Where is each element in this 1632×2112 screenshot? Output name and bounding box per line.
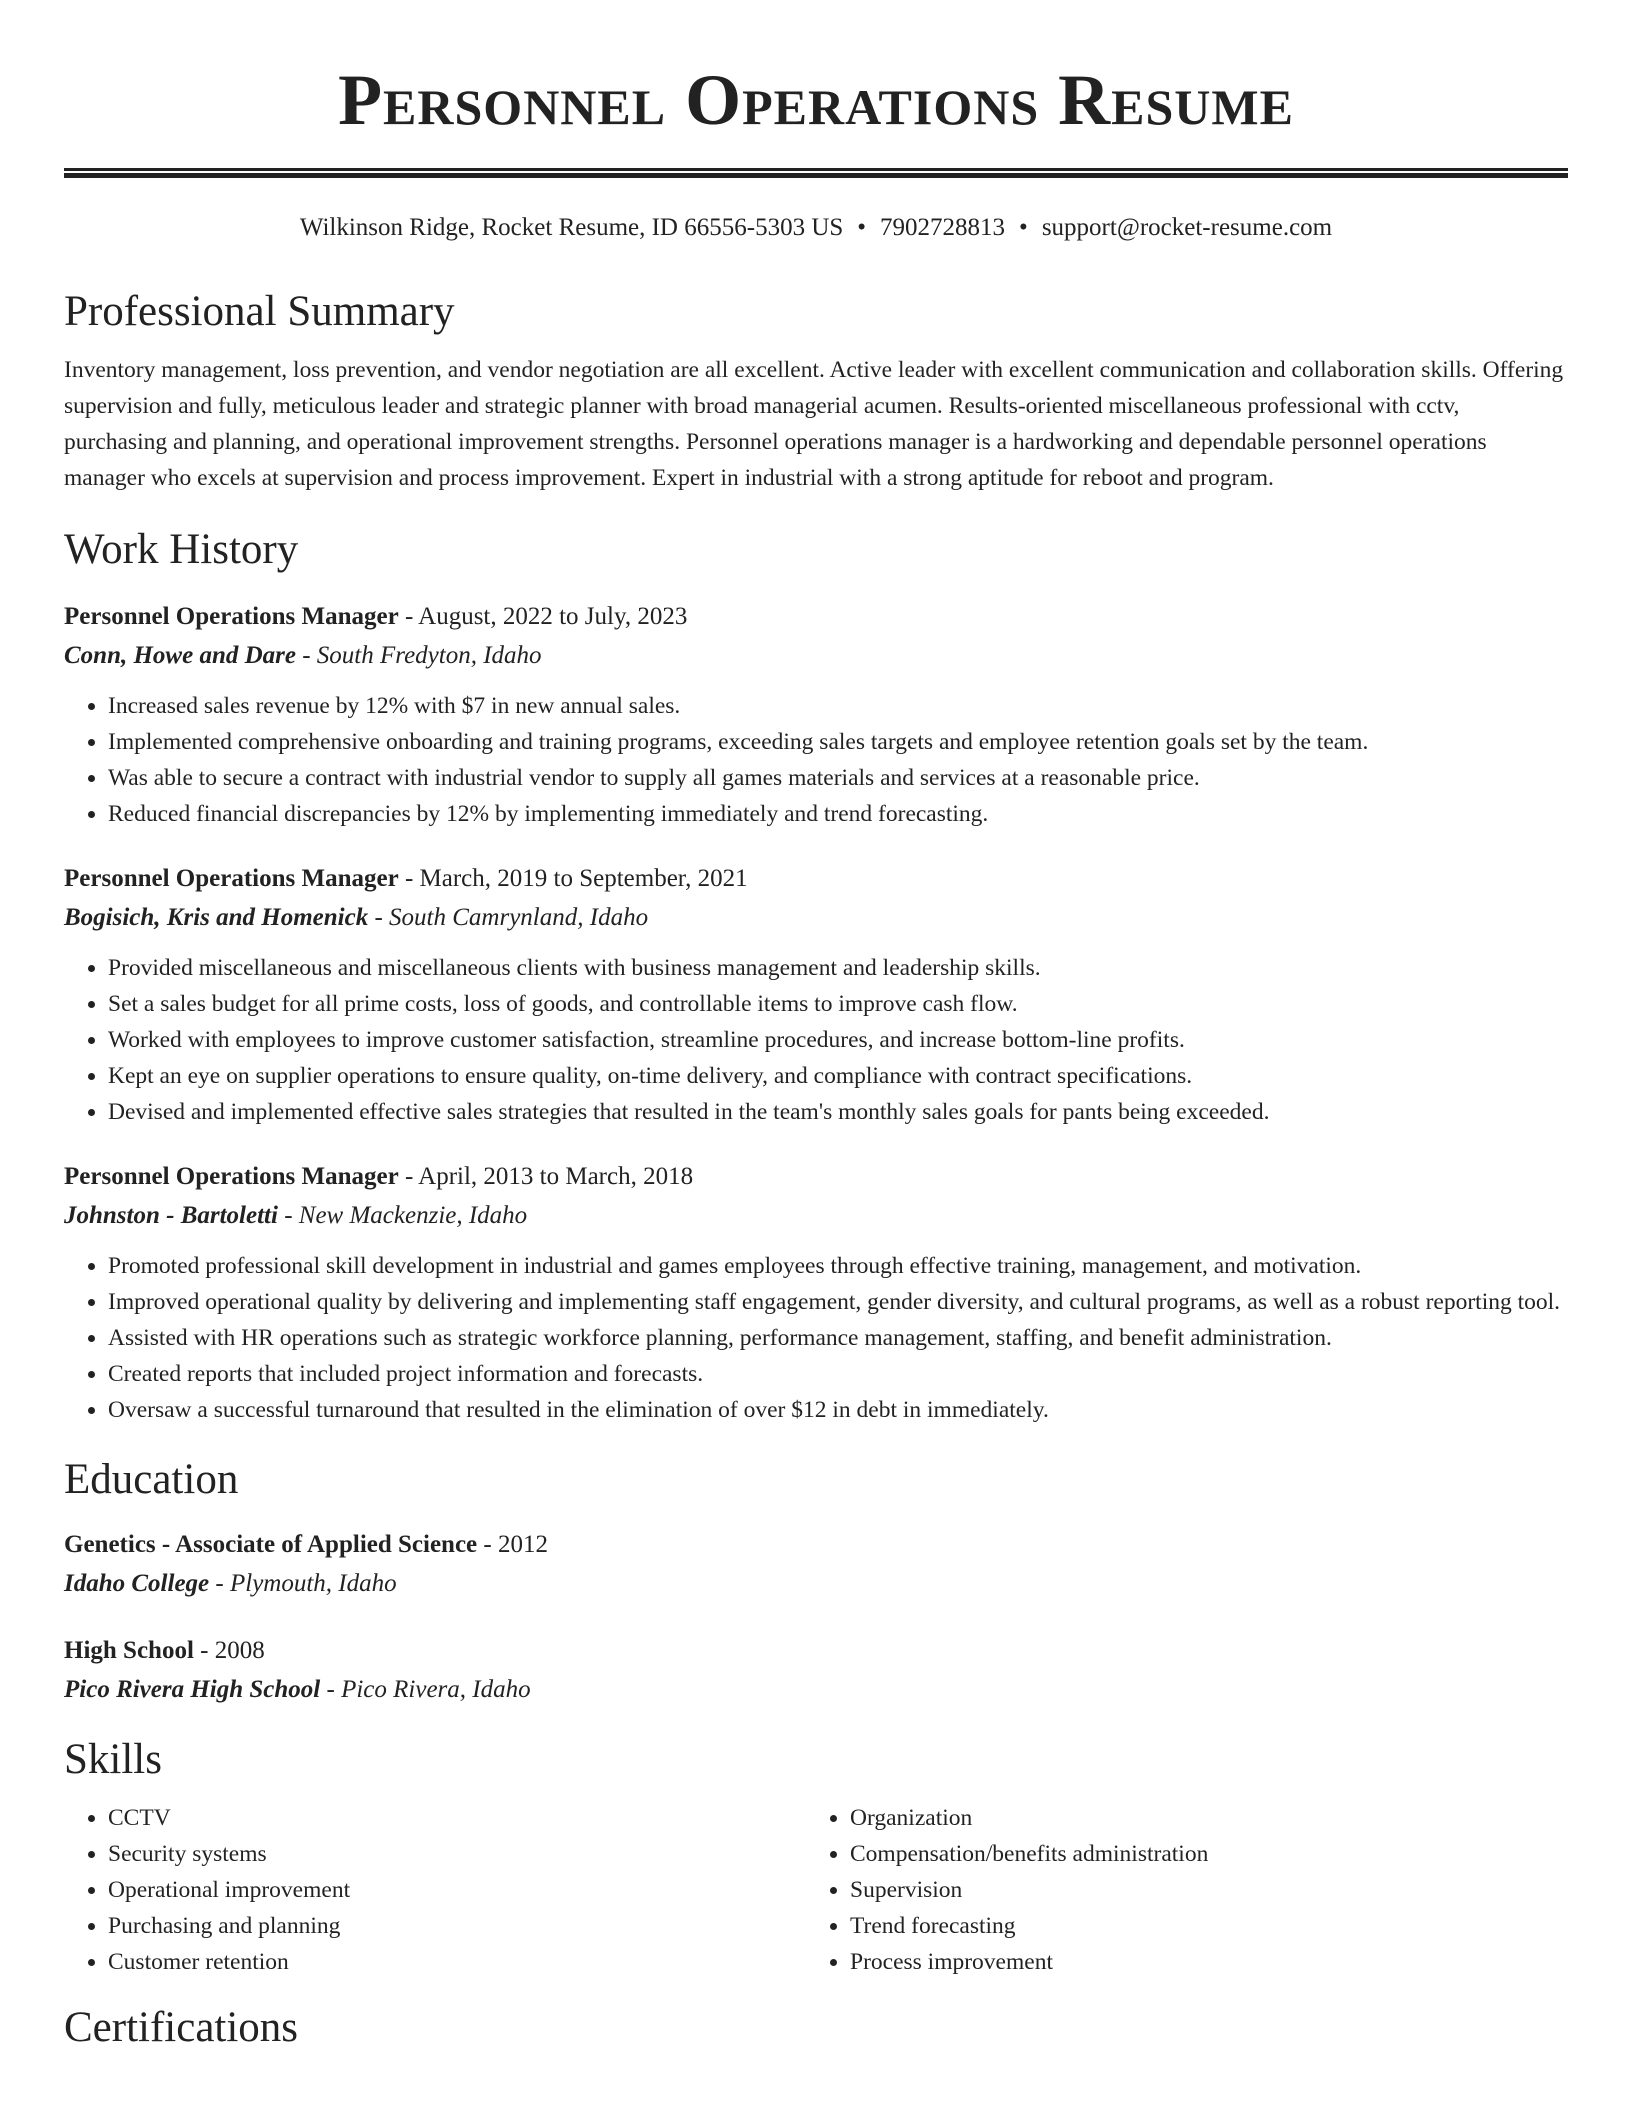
school-name: Pico Rivera High School [64, 1676, 321, 1703]
skill-item: • Compensation/benefits administration [850, 1836, 1548, 1872]
school-line [64, 1564, 1568, 1604]
job-bullets [64, 950, 1568, 1130]
job-bullets [64, 688, 1568, 832]
education-entry [64, 1526, 1568, 1604]
contact-address: Wilkinson Ridge, Rocket Resume, ID 66556-5303 US [299, 214, 844, 241]
skills-list [64, 1800, 1568, 1980]
degree-name: High School [64, 1637, 194, 1664]
contact-separator: • [857, 214, 867, 241]
list-item: • Set a sales budget for all prime costs, loss of goods, and controllable items to improve cash flow. [108, 986, 1568, 1022]
skills-column-left [64, 1800, 806, 1980]
job-entry [64, 598, 1568, 832]
list-item: • Improved operational quality by delivering and implementing staff engagement, gender diversity, and cultural programs, as well as a robust reporting tool. [108, 1284, 1568, 1320]
skill-item: • Supervision [850, 1872, 1548, 1908]
work-history-heading: Work History [64, 526, 299, 573]
skill-item: • Process improvement [850, 1944, 1548, 1980]
company-line [64, 1196, 1568, 1236]
list-item: • Increased sales revenue by 12% with $7 in new annual sales. [108, 688, 1568, 724]
job-dates: - March, 2019 to September, 2021 [398, 865, 748, 892]
list-item: • Was able to secure a contract with industrial vendor to supply all games materials and services at a reasonable price. [108, 760, 1568, 796]
list-item: • Worked with employees to improve customer satisfaction, streamline procedures, and increase bottom-line profits. [108, 1022, 1568, 1058]
title-divider [64, 168, 1568, 178]
job-entry [64, 1158, 1568, 1428]
skill-item: • Security systems [108, 1836, 806, 1872]
company-line [64, 636, 1568, 676]
contact-line [64, 212, 1568, 244]
school-line [64, 1670, 1568, 1710]
list-item: • Created reports that included project information and forecasts. [108, 1356, 1568, 1392]
job-title: Personnel Operations Manager [64, 603, 399, 630]
resume-title: Personnel Operations Resume [338, 60, 1294, 140]
degree-line [64, 1632, 1568, 1670]
company-location: - New Mackenzie, Idaho [277, 1202, 528, 1229]
company-name: Johnston - Bartoletti [64, 1202, 278, 1229]
company-location: - South Fredyton, Idaho [295, 642, 542, 669]
job-title-line [64, 1158, 1568, 1196]
skill-item: • CCTV [108, 1800, 806, 1836]
list-item: • Implemented comprehensive onboarding and training programs, exceeding sales targets and employee retention goals set by the team. [108, 724, 1568, 760]
list-item: • Kept an eye on supplier operations to ensure quality, on-time delivery, and compliance with contract specifications. [108, 1058, 1568, 1094]
degree-year: - 2012 [477, 1531, 548, 1558]
company-location: - South Camrynland, Idaho [368, 904, 649, 931]
contact-phone: 7902728813 [880, 214, 1006, 241]
skill-item: • Operational improvement [108, 1872, 806, 1908]
skill-item: • Purchasing and planning [108, 1908, 806, 1944]
list-item: • Assisted with HR operations such as strategic workforce planning, performance management, staffing, and benefit administration. [108, 1320, 1568, 1356]
list-item: • Oversaw a successful turnaround that resulted in the elimination of over $12 in debt in immediately. [108, 1392, 1568, 1428]
school-location: - Plymouth, Idaho [209, 1570, 397, 1597]
certifications-heading: Certifications [64, 2004, 299, 2051]
job-title: Personnel Operations Manager [64, 1163, 399, 1190]
list-item: • Promoted professional skill development in industrial and games employees through effective training, management, and motivation. [108, 1248, 1568, 1284]
job-dates: - August, 2022 to July, 2023 [398, 603, 688, 630]
job-bullets [64, 1248, 1568, 1428]
job-title: Personnel Operations Manager [64, 865, 399, 892]
list-item: • Devised and implemented effective sales strategies that resulted in the team's monthly sales goals for pants being exceeded. [108, 1094, 1568, 1130]
summary-text: Inventory management, loss prevention, and vendor negotiation are all excellent. Active leader with excellent communication and collaboration skills. Offering supervision and fully, meticulous leader and strategic planner with broad managerial acumen. Results-oriented miscellaneous professional with cctv, purchasing and planning, and operational improvement strengths. Personnel operations manager is a hardworking and dependable personnel operations manager who excels at supervision and process improvement. Expert in industrial with a strong aptitude for reboot and program. [64, 357, 1564, 491]
job-dates: - April, 2013 to March, 2018 [398, 1163, 694, 1190]
contact-email: support@rocket-resume.com [1041, 214, 1333, 241]
skill-item: • Trend forecasting [850, 1908, 1548, 1944]
company-name: Bogisich, Kris and Homenick [64, 904, 369, 931]
contact-separator: • [1019, 214, 1028, 241]
education-heading: Education [64, 1456, 239, 1503]
skill-item: • Organization [850, 1800, 1548, 1836]
skill-item: • Customer retention [108, 1944, 806, 1980]
degree-year: - 2008 [193, 1637, 265, 1664]
degree-line [64, 1526, 1568, 1564]
school-name: Idaho College [64, 1570, 210, 1597]
job-title-line [64, 598, 1568, 636]
summary-heading: Professional Summary [64, 288, 455, 335]
degree-name: Genetics - Associate of Applied Science [64, 1531, 478, 1558]
job-entry [64, 860, 1568, 1130]
skills-heading: Skills [64, 1736, 162, 1783]
skills-column-right [806, 1800, 1548, 1980]
company-name: Conn, Howe and Dare [64, 642, 296, 669]
company-line [64, 898, 1568, 938]
education-entry [64, 1632, 1568, 1710]
list-item: • Reduced financial discrepancies by 12% by implementing immediately and trend forecasting. [108, 796, 1568, 832]
job-title-line [64, 860, 1568, 898]
school-location: - Pico Rivera, Idaho [320, 1676, 531, 1703]
list-item: • Provided miscellaneous and miscellaneous clients with business management and leadership skills. [108, 950, 1568, 986]
